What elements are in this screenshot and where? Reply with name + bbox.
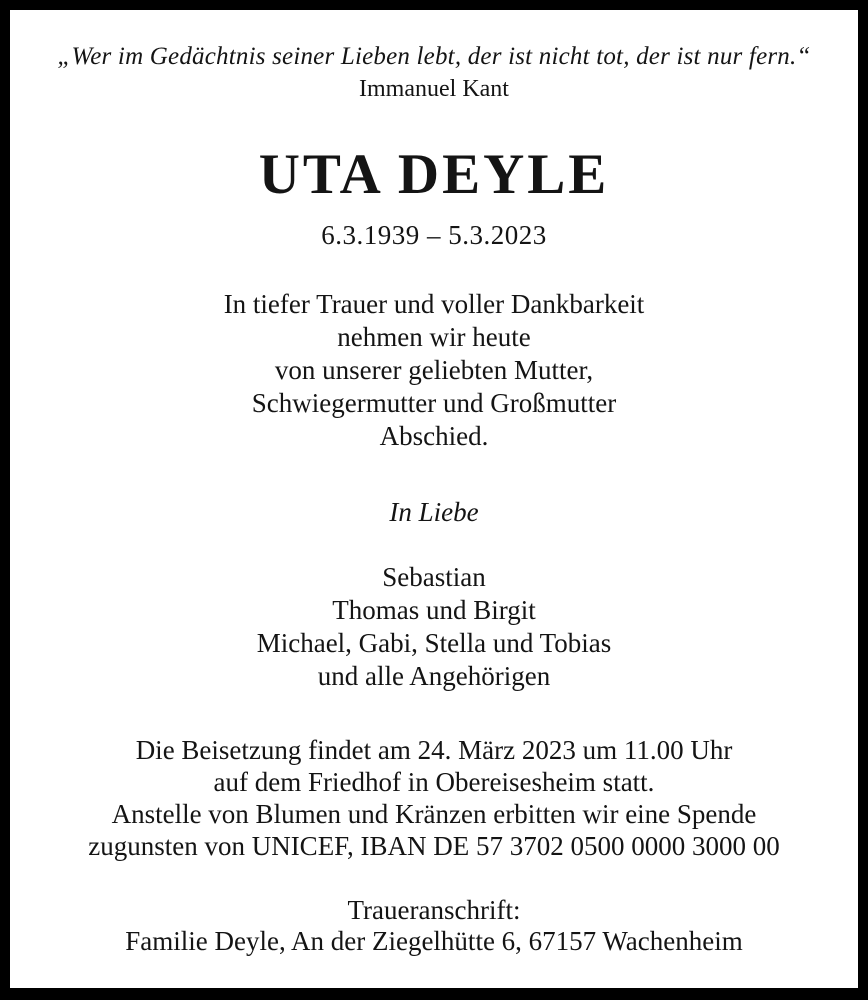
deceased-name: UTA DEYLE <box>258 143 610 206</box>
memorial-quote: „Wer im Gedächtnis seiner Lieben lebt, der ist nicht tot, der ist nur fern.“ <box>57 43 811 70</box>
mourners-list <box>10 561 858 693</box>
intro-line: Schwiegermutter und Großmutter <box>251 388 617 418</box>
mourner-line: Sebastian <box>382 562 486 592</box>
intro-text-block <box>10 288 858 453</box>
mourner-line: und alle Angehörigen <box>317 661 551 691</box>
farewell-phrase: In Liebe <box>389 497 479 527</box>
obituary-notice-page <box>10 10 858 988</box>
intro-line: nehmen wir heute <box>337 322 531 352</box>
funeral-info-line: Die Beisetzung findet am 24. März 2023 um 11.00 Uhr <box>135 735 733 765</box>
address-line: Familie Deyle, An der Ziegelhütte 6, 67157 Wachenheim <box>125 926 743 956</box>
funeral-info-line: auf dem Friedhof in Obereisesheim statt. <box>213 767 655 797</box>
intro-line: von unserer geliebten Mutter, <box>274 355 594 385</box>
funeral-info-line: zugunsten von UNICEF, IBAN DE 57 3702 0500 0000 3000 00 <box>88 831 780 861</box>
funeral-info-block <box>10 734 858 862</box>
intro-line: In tiefer Trauer und voller Dankbarkeit <box>223 289 645 319</box>
mourner-line: Michael, Gabi, Stella und Tobias <box>256 628 612 658</box>
mourner-line: Thomas und Birgit <box>332 595 536 625</box>
quote-author: Immanuel Kant <box>359 76 509 102</box>
mourning-address-block <box>10 895 858 957</box>
life-dates: 6.3.1939 – 5.3.2023 <box>321 220 547 250</box>
intro-line: Abschied. <box>379 421 489 451</box>
address-label: Traueranschrift: <box>347 895 521 925</box>
funeral-info-line: Anstelle von Blumen und Kränzen erbitten wir eine Spende <box>111 799 757 829</box>
